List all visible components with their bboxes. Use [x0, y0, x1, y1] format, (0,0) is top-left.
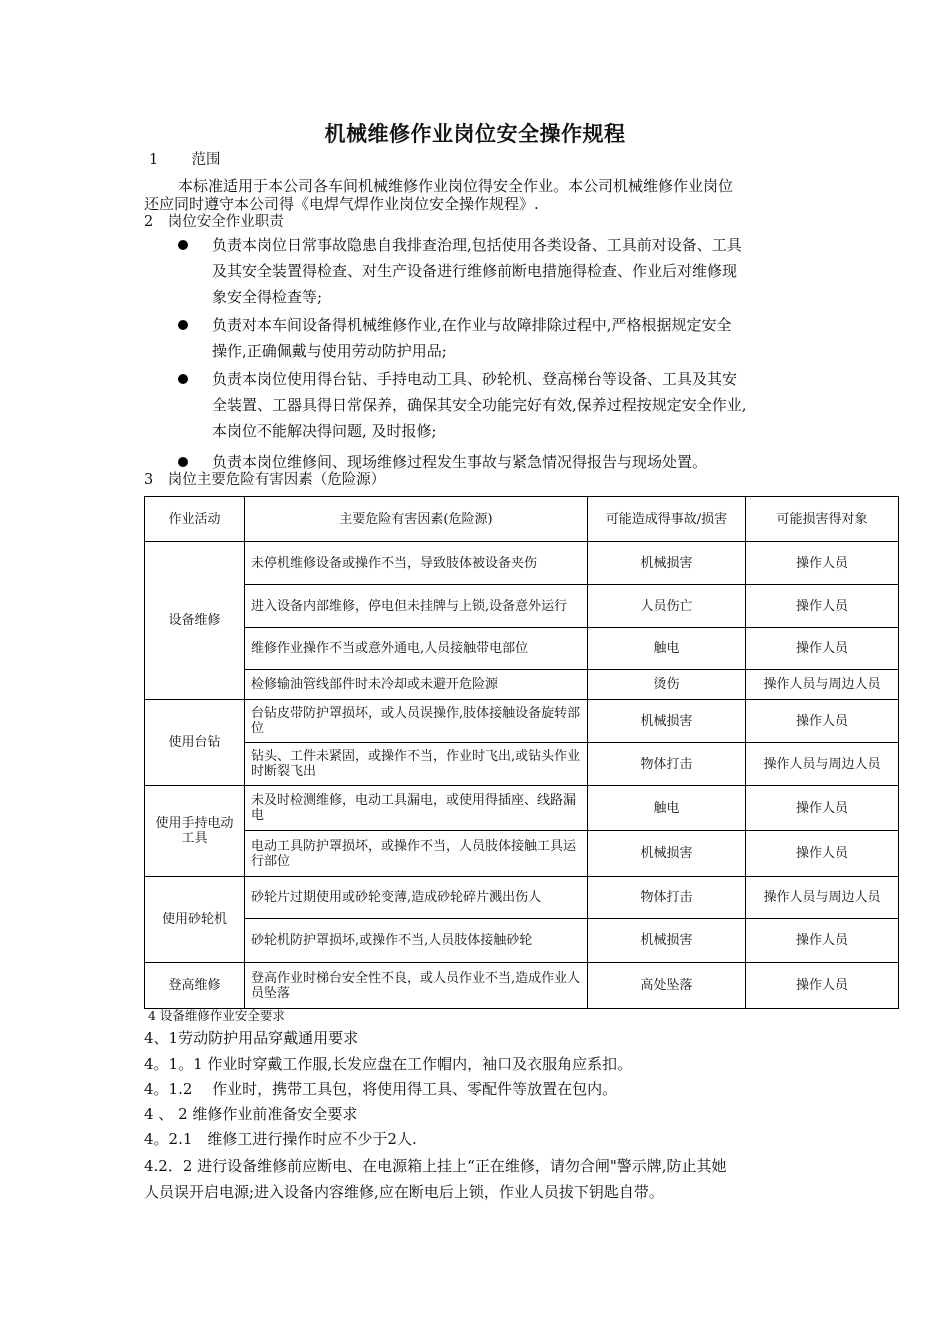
hazard-table	[144, 496, 899, 1009]
target-cell: 操作人员	[746, 919, 899, 963]
table-row	[145, 743, 899, 786]
bullet-dot-icon	[178, 240, 188, 250]
target-cell: 操作人员与周边人员	[746, 743, 899, 786]
target-cell: 操作人员	[746, 628, 899, 670]
table-row	[145, 963, 899, 1009]
accident-cell: 机械损害	[588, 831, 746, 877]
target-cell: 操作人员	[746, 963, 899, 1009]
bullet-line: 本岗位不能解决得问题, 及时报修;	[212, 422, 437, 440]
bullet-line: 负责本岗位日常事故隐患自我排查治理,包括使用各类设备、工具前对设备、工具	[212, 236, 742, 254]
section-3-heading: 3 岗位主要危险有害因素（危险源）	[144, 472, 386, 488]
target-cell: 操作人员	[746, 831, 899, 877]
hazard-cell: 砂轮片过期使用或砂轮变薄,造成砂轮碎片溅出伤人	[245, 877, 588, 919]
activity-cell: 设备维修	[145, 542, 245, 700]
section-1-text-line-2: 还应同时遵守本公司得《电焊气焊作业岗位安全操作规程》.	[144, 195, 539, 213]
hazard-cell: 台钻皮带防护罩损坏，或人员误操作,肢体接触设备旋转部位	[245, 700, 588, 743]
hazard-cell: 进入设备内部维修，停电但未挂牌与上锁,设备意外运行	[245, 585, 588, 628]
table-row	[145, 700, 899, 743]
clause-4-1-1: 4。1。1 作业时穿戴工作服,长发应盘在工作帽内，袖口及衣服角应系扣。	[144, 1055, 633, 1073]
table-row	[145, 585, 899, 628]
list-item	[178, 312, 818, 364]
accident-cell: 物体打击	[588, 877, 746, 919]
column-header: 可能损害得对象	[746, 497, 899, 542]
activity-cell: 使用砂轮机	[145, 877, 245, 963]
accident-cell: 物体打击	[588, 743, 746, 786]
accident-cell: 触电	[588, 786, 746, 831]
table-row	[145, 670, 899, 700]
clause-4-1-2: 4。1.2 作业时，携带工具包，将使用得工具、零配件等放置在包内。	[144, 1080, 618, 1098]
subsection-4-1: 4、1劳动防护用品穿戴通用要求	[144, 1029, 359, 1047]
activity-cell: 登高维修	[145, 963, 245, 1009]
target-cell: 操作人员	[746, 585, 899, 628]
bullet-dot-icon	[178, 320, 188, 330]
activity-cell: 使用手持电动工具	[145, 786, 245, 877]
table-row	[145, 628, 899, 670]
accident-cell: 机械损害	[588, 700, 746, 743]
table-row	[145, 877, 899, 919]
list-item	[178, 232, 818, 310]
section-2-heading: 2 岗位安全作业职责	[144, 214, 284, 230]
accident-cell: 人员伤亡	[588, 585, 746, 628]
hazard-cell: 未及时检测维修，电动工具漏电，或使用得插座、线路漏电	[245, 786, 588, 831]
hazard-cell: 电动工具防护罩损坏，或操作不当，人员肢体接触工具运行部位	[245, 831, 588, 877]
hazard-cell: 钻头、工件未紧固，或操作不当，作业时飞出,或钻头作业时断裂飞出	[245, 743, 588, 786]
section-4-heading: 4 设备维修作业安全要求	[148, 1008, 285, 1023]
hazard-cell: 未停机维修设备或操作不当，导致肢体被设备夹伤	[245, 542, 588, 585]
table-header-row	[145, 497, 899, 542]
accident-cell: 高处坠落	[588, 963, 746, 1009]
clause-4-2-1: 4。2.1 维修工进行操作时应不少于2人.	[144, 1130, 417, 1148]
column-header: 可能造成得事故/损害	[588, 497, 746, 542]
bullet-line: 全装置、工器具得日常保养，确保其安全功能完好有效,保养过程按规定安全作业,	[212, 396, 747, 414]
target-cell: 操作人员与周边人员	[746, 877, 899, 919]
hazard-cell: 砂轮机防护罩损坏,或操作不当,人员肢体接触砂轮	[245, 919, 588, 963]
accident-cell: 触电	[588, 628, 746, 670]
target-cell: 操作人员	[746, 700, 899, 743]
target-cell: 操作人员	[746, 786, 899, 831]
table-row	[145, 786, 899, 831]
hazard-cell: 维修作业操作不当或意外通电,人员接触带电部位	[245, 628, 588, 670]
column-header: 主要危险有害因素(危险源)	[245, 497, 588, 542]
subsection-4-2: 4 、 2 维修作业前准备安全要求	[144, 1105, 358, 1123]
page-title: 机械维修作业岗位安全操作规程	[324, 122, 626, 146]
accident-cell: 机械损害	[588, 919, 746, 963]
bullet-line: 负责本岗位使用得台钻、手持电动工具、砂轮机、登高梯台等设备、工具及其安	[212, 370, 738, 388]
bullet-line: 负责本岗位维修间、现场维修过程发生事故与紧急情况得报告与现场处置。	[212, 453, 708, 471]
activity-cell: 使用台钻	[145, 700, 245, 786]
section-1-number: 1	[149, 152, 159, 168]
target-cell: 操作人员	[746, 542, 899, 585]
section-1-heading	[149, 150, 220, 170]
bullet-line: 象安全得检查等;	[212, 288, 323, 306]
bullet-line: 负责对本车间设备得机械维修作业,在作业与故障排除过程中,严格根据规定安全	[212, 316, 732, 334]
hazard-cell: 检修输油管线部件时未冷却或未避开危险源	[245, 670, 588, 700]
table-row	[145, 542, 899, 585]
clause-4-2-2-line-2: 人员误开启电源;进入设备内容维修,应在断电后上锁，作业人员拔下钥匙自带。	[144, 1183, 664, 1201]
accident-cell: 机械损害	[588, 542, 746, 585]
hazard-cell: 登高作业时梯台安全性不良，或人员作业不当,造成作业人员坠落	[245, 963, 588, 1009]
bullet-line: 操作,正确佩戴与使用劳动防护用品;	[212, 342, 447, 360]
clause-4-2-2-line-1: 4.2．2 进行设备维修前应断电、在电源箱上挂上“正在维修，请勿合闸"警示牌,防止其她	[144, 1157, 727, 1175]
table-row	[145, 831, 899, 877]
column-header: 作业活动	[145, 497, 245, 542]
section-1-title: 范围	[191, 152, 221, 168]
bullet-line: 及其安全装置得检查、对生产设备进行维修前断电措施得检查、作业后对维修现	[212, 262, 738, 280]
table-row	[145, 919, 899, 963]
accident-cell: 烫伤	[588, 670, 746, 700]
bullet-dot-icon	[178, 374, 188, 384]
section-1-text-line-1: 本标准适用于本公司各车间机械维修作业岗位得安全作业。本公司机械维修作业岗位	[178, 177, 734, 195]
duty-bullet-list	[178, 232, 818, 475]
list-item	[178, 366, 818, 446]
bullet-dot-icon	[178, 457, 188, 467]
target-cell: 操作人员与周边人员	[746, 670, 899, 700]
